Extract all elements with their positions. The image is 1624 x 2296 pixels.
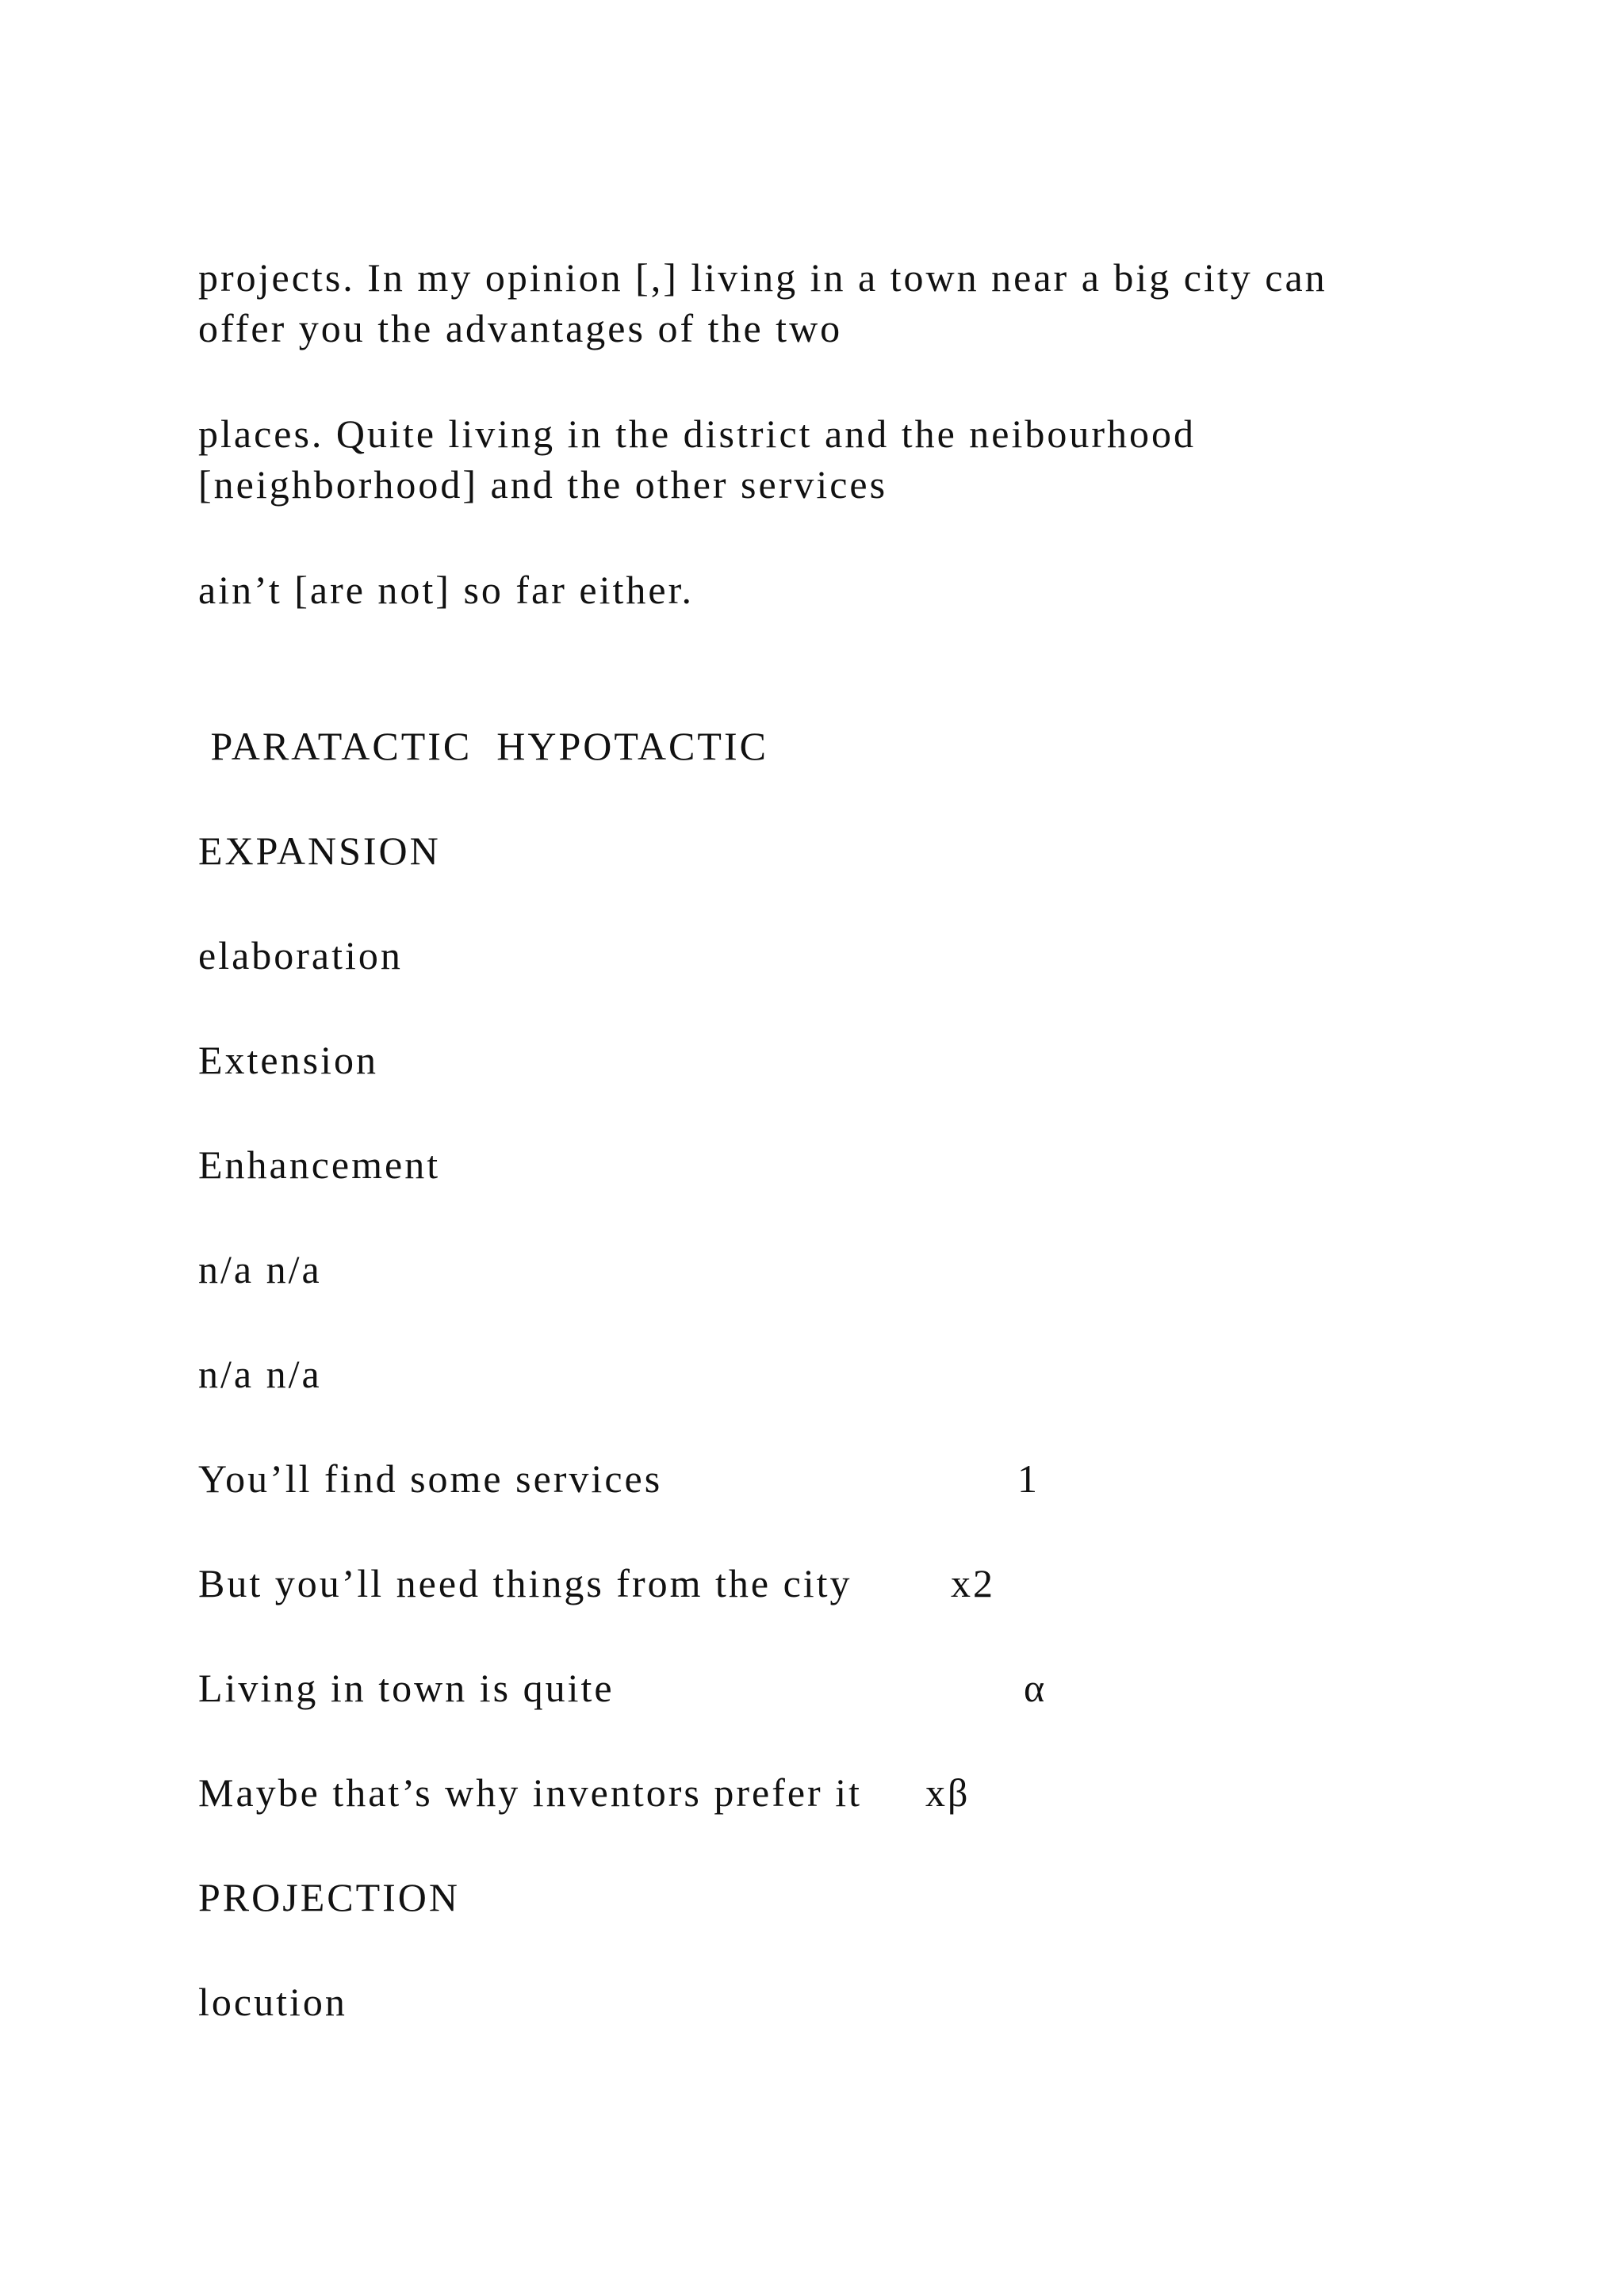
paragraph-line: ain’t [are not] so far either.: [198, 568, 694, 612]
example-text: But you’ll need things from the city: [198, 1561, 852, 1605]
table-header: PARATACTIC HYPOTACTIC: [198, 724, 768, 768]
example-marker: 1: [1017, 1456, 1040, 1501]
category-label: elaboration: [198, 933, 403, 978]
category-label: Enhancement: [198, 1142, 441, 1187]
paragraph-line: [neighborhood] and the other services: [198, 462, 888, 507]
category-label: locution: [198, 1980, 347, 2024]
example-text: Maybe that’s why inventors prefer it: [198, 1770, 862, 1815]
category-value: n/a n/a: [198, 1247, 322, 1292]
example-marker: xβ: [925, 1770, 971, 1815]
example-marker: α: [1024, 1666, 1048, 1710]
example-marker: x2: [951, 1561, 995, 1605]
category-label: Extension: [198, 1038, 378, 1082]
example-text: You’ll find some services: [198, 1456, 663, 1501]
paragraph-line: offer you the advantages of the two: [198, 306, 843, 350]
paragraph-line: projects. In my opinion [,] living in a town near a big city can: [198, 255, 1327, 300]
section-heading: PROJECTION: [198, 1875, 461, 1919]
example-text: Living in town is quite: [198, 1666, 615, 1710]
paragraph-line: places. Quite living in the district and the neibourhood: [198, 411, 1197, 456]
category-value: n/a n/a: [198, 1352, 322, 1396]
category-label: EXPANSION: [198, 828, 441, 873]
